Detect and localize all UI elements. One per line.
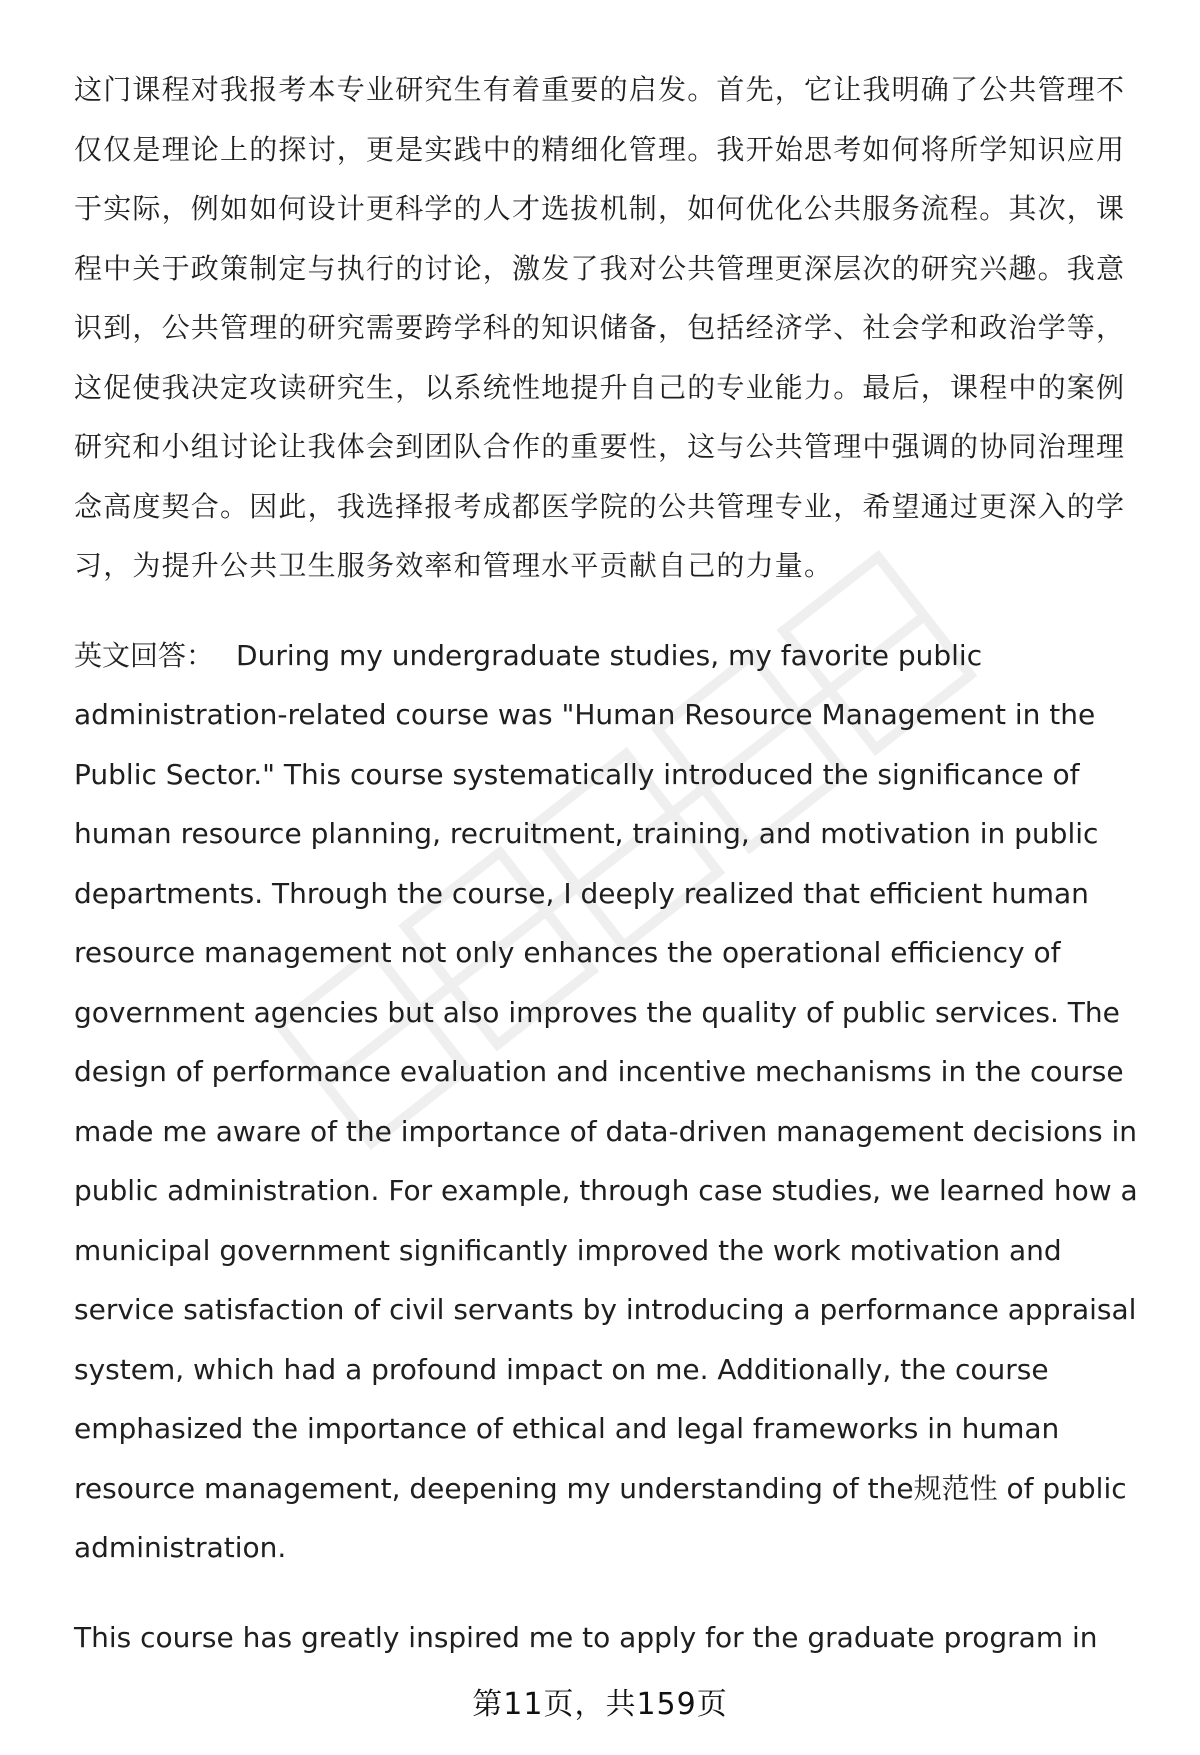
page-number-footer: 第11页，共159页 bbox=[472, 1687, 728, 1722]
english-answer-text: During my undergraduate studies, my favorite public administration-related course was "Human Resource Management in the Public Sector." This course systematically introduced the significance of human resource planning, recruitment, training, and motivation in public departments. Through the course, I deeply realized that efficient human resource management not only enhances the operational efficiency of government agencies but also improves the quality of public services. The design of performance evaluation and incentive mechanisms in the course made me aware of the importance of data-driven management decisions in public administration. For example, through case studies, we learned how a municipal government significantly improved the work motivation and service satisfaction of civil servants by introducing a performance appraisal system, which had a profound impact on me. Additionally, the course emphasized the importance of ethical and legal frameworks in human resource management, deepening my understanding of the规范性 of public administration. bbox=[74, 638, 1138, 1564]
document-body bbox=[74, 60, 1154, 1667]
english-answer-continuation: This course has greatly inspired me to apply for the graduate program in bbox=[74, 1620, 1098, 1654]
english-answer-label: 英文回答： bbox=[74, 638, 215, 672]
english-answer-paragraph bbox=[74, 626, 1154, 1578]
chinese-answer-paragraph: 这门课程对我报考本专业研究生有着重要的启发。首先，它让我明确了公共管理不仅仅是理论上的探讨，更是实践中的精细化管理。我开始思考如何将所学知识应用于实际，例如如何设计更科学的人才选拔机制，如何优化公共服务流程。其次，课程中关于政策制定与执行的讨论，激发了我对公共管理更深层次的研究兴趣。我意识到，公共管理的研究需要跨学科的知识储备，包括经济学、社会学和政治学等，这促使我决定攻读研究生，以系统性地提升自己的专业能力。最后，课程中的案例研究和小组讨论让我体会到团队合作的重要性，这与公共管理中强调的协同治理理念高度契合。因此，我选择报考成都医学院的公共管理专业，希望通过更深入的学习，为提升公共卫生服务效率和管理水平贡献自己的力量。 bbox=[74, 73, 1126, 582]
